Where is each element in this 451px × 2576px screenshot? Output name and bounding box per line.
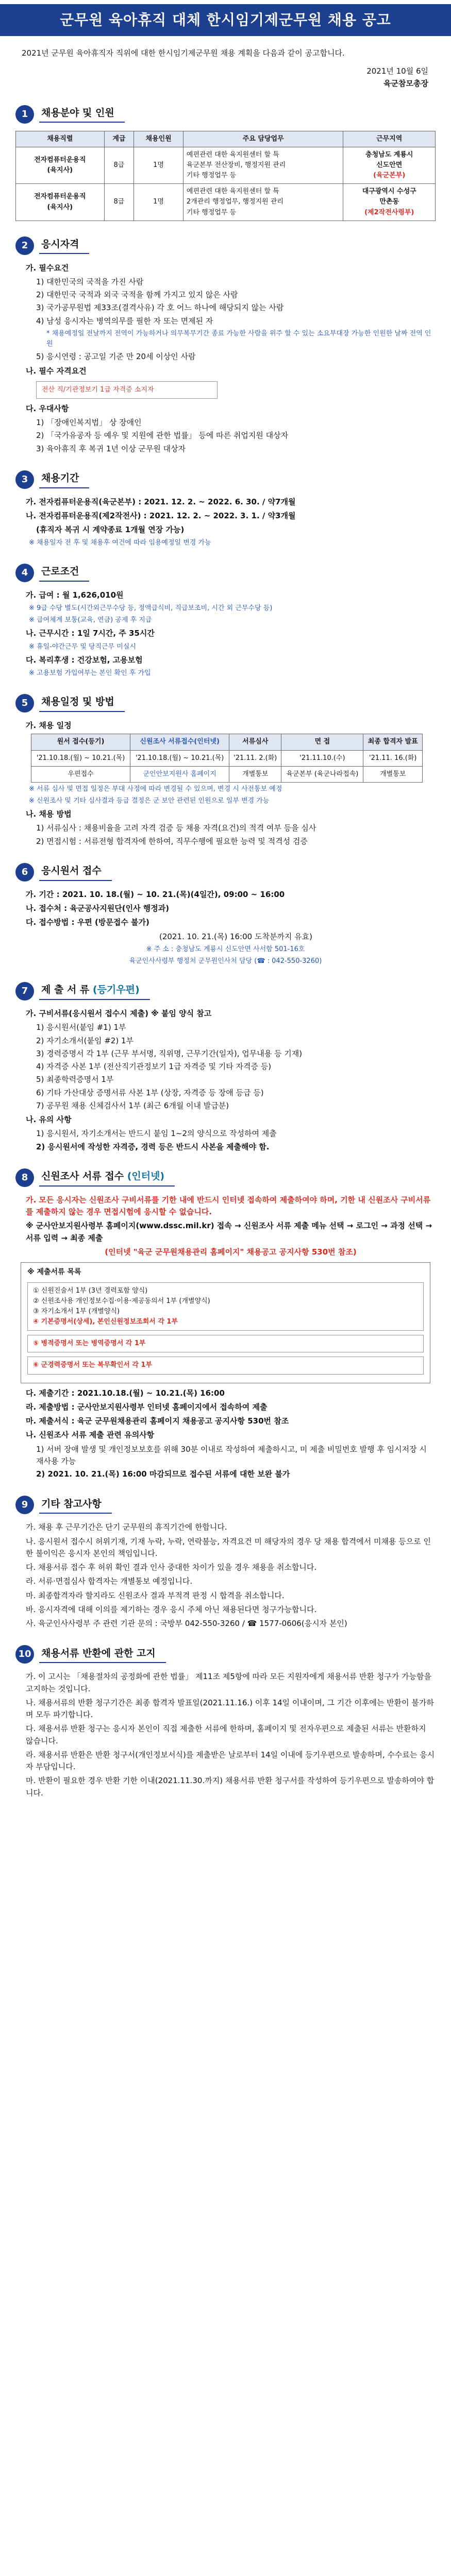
position-count: 1명 <box>134 147 183 183</box>
list-item: 1) 서류심사 : 채용비율을 고려 자격 검증 등 채용 자격(요건)의 적격 여부 등을 심사 <box>36 823 316 833</box>
table-cell: 개별통보 <box>229 766 281 782</box>
page-title: 군무원 육아휴직 대체 한시임기제군무원 채용 공고 <box>0 4 451 36</box>
list-item: 2) 응시원서에 작성한 자격증, 경력 등은 반드시 사본을 제출해야 함. <box>36 1142 270 1151</box>
section-title: 채용일정 및 방법 <box>39 694 125 711</box>
section-title: 신원조사 서류 접수 (인터넷) <box>39 1169 175 1186</box>
list-item: 6) 기타 가산대상 증명서류 사본 1부 (상장, 자격증 등 장애 등급 등) <box>36 1088 264 1097</box>
list-item: 다. 채용서류 접수 후 허위 확인 결과 인사 중대한 차이가 있을 경우 채용을 취소합니다. <box>26 1563 317 1572</box>
period-note: (휴직자 복귀 시 계약종료 1개월 연장 가능) <box>36 525 185 535</box>
condition-item: 다. 복리후생 : 건강보험, 고용보험 <box>26 655 143 665</box>
site-instruction: ※ 군사안보지원사령부 홈페이지(www.dssc.mil.kr) 접속 → 신원조사 서류 제출 메뉴 선택 → 로그인 → 과정 선택 → 서류 입력 → 최종 제출 <box>26 1221 432 1243</box>
list-item: 3) 육아휴직 후 복귀 1년 이상 군무원 대상자 <box>36 444 186 453</box>
table-cell: 개별통보 <box>363 766 423 782</box>
announcing-organization: 육군참모총장 <box>383 78 428 88</box>
address-note: ※ 주 소 : 충청남도 계룡시 신도안면 사서함 501-16호 <box>146 945 305 953</box>
list-item: 2) 면접시험 : 서류전형 합격자에 한하여, 직무수행에 필요한 능력 및 적격성 검증 <box>36 836 308 846</box>
list-item: 사. 육군인사사령부 주 관련 기관 문의 : 국방부 042-550-3260 / ☎ 1577-0606(응시자 본인) <box>26 1619 347 1629</box>
submission-item: 마. 제출서식 : 육군 군무원채용관리 홈페이지 채용공고 공지사항 530번 참조 <box>26 1416 289 1426</box>
period-item: 나. 전자컴퓨터운용직(제2작전사) : 2021. 12. 2. ~ 2022. 3. 1. / 약3개월 <box>26 511 296 521</box>
list-item: 1) 「장애인복지법」 상 장애인 <box>36 418 142 428</box>
subsection-title: 나. 채용 방법 <box>26 809 72 819</box>
list-item: 나. 응시원서 접수시 허위기재, 기재 누락, 누락, 연락불능, 자격요건 미 해당자의 경우 당 채용 합격에서 미채용 등으로 인한 불이익은 응시자 본인의 책임입니다. <box>26 1536 431 1558</box>
site-note: (인터넷 "육군 군무원채용관리 홈페이지" 채용공고 공지사항 530번 참조) <box>105 1247 357 1257</box>
table-row <box>16 184 436 221</box>
document-item: ⑥ 군경력증명서 또는 복무확인서 각 1부 <box>33 1361 153 1369</box>
period-item: 가. 전자컴퓨터운용직(육군본부) : 2021. 12. 2. ~ 2022. 6. 30. / 약7개월 <box>26 497 296 506</box>
table-header: 원서 접수(등기) <box>31 734 130 750</box>
section-header-8 <box>15 1168 436 1187</box>
condition-item: 나. 근무시간 : 1일 7시간, 주 35시간 <box>26 629 155 638</box>
section-number: 6 <box>15 863 34 882</box>
address-note: 육군인사사령부 행정처 군무원인사처 담당 (☎ : 042-550-3260) <box>129 957 322 965</box>
section-title: 채용서류 반환에 관한 고지 <box>39 1646 166 1663</box>
section-title: 채용분야 및 인원 <box>39 106 125 123</box>
position-duties: 예편관련 대한 육지원센터 할 특 육군본부 전산장비, 행정지원 관리 기타 행정업무 등 <box>183 147 343 183</box>
section-number: 7 <box>15 982 34 1001</box>
list-item: 2) 자기소개서(붙임 #2) 1부 <box>36 1036 133 1045</box>
note-text: ※ 신원조사 및 기타 심사결과 등급 결정은 군 보안 관련된 인원으로 일부 변경 가능 <box>29 796 270 805</box>
section-title: 근로조건 <box>39 564 89 581</box>
documents-inner-box <box>27 1282 424 1331</box>
list-item: 7) 공무원 채용 신체검사서 1부 (최근 6개월 이내 발급분) <box>36 1100 229 1110</box>
required-certificate-box: 전산 직/기관정보기 1급 자격증 소지자 <box>36 381 218 399</box>
subsection-title: 나. 유의 사항 <box>26 1115 72 1125</box>
application-item: 다. 접수방법 : 우편 (방문접수 불가) <box>26 918 149 927</box>
table-header: 주요 담당업무 <box>183 131 343 147</box>
list-item: 1) 응시원서, 자기소개서는 반드시 붙임 1~2의 양식으로 작성하여 제출 <box>36 1129 277 1139</box>
table-row <box>16 147 436 183</box>
section-header-10 <box>15 1645 436 1664</box>
position-series: 전자컴퓨터운용직 (육지사) <box>16 184 105 221</box>
submission-item: 다. 제출기간 : 2021.10.18.(월) ~ 10.21.(목) 16:00 <box>26 1388 225 1398</box>
note-text: ※ 서류 심사 및 면접 일정은 부대 사정에 따라 변경될 수 있으며, 변경 시 사전통보 예정 <box>29 785 282 793</box>
list-item: 가. 이 고시는 「채용절차의 공정화에 관한 법률」 제11조 제5항에 따라 모든 지원자에게 채용서류 반환 청구가 가능함을 고지하는 것입니다. <box>26 1672 431 1693</box>
list-item: 라. 채용서류 반환은 반환 청구서(개인정보서식)를 제출받은 날로부터 14일 이내에 등기우편으로 발송하며, 수수료는 응시자 부담입니다. <box>26 1750 435 1772</box>
list-item: 가. 채용 후 근무기간은 단기 군무원의 휴직기간에 한합니다. <box>26 1522 227 1532</box>
document-item: ④ 기본증명서(상세), 본인신원정보조회서 각 1부 <box>33 1318 178 1326</box>
list-item: 라. 서류·면접심사 합격자는 개별통보 예정입니다. <box>26 1577 193 1586</box>
position-location: 충청남도 계룡시 신도안면 (육군본부) <box>343 147 436 183</box>
table-header: 채용인원 <box>134 131 183 147</box>
table-header: 면 접 <box>281 734 363 750</box>
list-item: 1) 응시원서(붙임 #1) 1부 <box>36 1023 126 1032</box>
section-header-9 <box>15 1496 436 1514</box>
table-row <box>31 766 423 782</box>
table-cell: '21.10.18.(월) ~ 10.21.(목) <box>31 750 130 766</box>
note-text: ※ 고용보험 가입여부는 본인 확인 후 가입 <box>29 669 151 677</box>
section-number: 9 <box>15 1496 34 1514</box>
announcement-page <box>15 0 436 1817</box>
table-cell: '21.10.18.(월) ~ 10.21.(목) <box>130 750 229 766</box>
position-count: 1명 <box>134 184 183 221</box>
application-item: 가. 기간 : 2021. 10. 18.(월) ~ 10. 21.(목)(4일간), 09:00 ~ 16:00 <box>26 889 285 899</box>
section-header-5 <box>15 694 436 713</box>
list-item: 1) 서버 장애 발생 및 개인정보보호를 위해 30분 이내로 작성하여 제출하시고, 미 제출 비밀번호 발행 후 임시저장 시 재사용 가능 <box>36 1444 427 1466</box>
list-item: 2) 대한민국 국적과 외국 국적을 함께 가지고 있지 않은 사람 <box>36 290 238 300</box>
table-header: 근무지역 <box>343 131 436 147</box>
list-item: 4) 남성 응시자는 병역의무를 필한 자 또는 면제된 자 <box>36 316 213 326</box>
table-header: 최종 합격자 발표 <box>363 734 423 750</box>
section-title: 채용기간 <box>39 471 89 488</box>
subsection-title: 가. 구비서류(응시원서 접수시 제출) ※ 붙임 양식 참고 <box>26 1009 212 1019</box>
section-number: 4 <box>15 564 34 582</box>
table-cell: '21.11.10.(수) <box>281 750 363 766</box>
documents-box-title: ※ 제출서류 목록 <box>27 1268 81 1277</box>
list-item: 2) 「국가유공자 등 예우 및 지원에 관한 법률」 등에 따른 취업지원 대상자 <box>36 431 289 440</box>
position-grade: 8급 <box>104 147 134 183</box>
document-item: ⑤ 병적증명서 또는 병역증명서 각 1부 <box>33 1340 146 1348</box>
condition-item: 가. 급여 : 월 1,626,010원 <box>26 590 124 600</box>
table-header-row <box>16 131 436 147</box>
section-header-7 <box>15 982 436 1001</box>
paragraph-text: 가. 모든 응시자는 신원조사 구비서류를 기한 내에 반드시 인터넷 접속하여 제출하여야 하며, 기한 내 신원조사 구비서류를 제출하지 않는 경우 면접시험에 응시할 수 없습니다. <box>26 1195 431 1217</box>
subsection-title: 가. 필수요건 <box>26 263 69 273</box>
subsection-title: 나. 신원조사 서류 제출 관련 유의사항 <box>26 1430 155 1440</box>
application-deadline: (2021. 10. 21.(목) 16:00 도착분까지 유효) <box>159 931 313 941</box>
document-item: ③ 자기소개서 1부 (개별양식) <box>33 1308 120 1316</box>
list-item: 3) 경력증명서 각 1부 (근무 부서명, 직위명, 근무기간(일자), 업무내용 등 기재) <box>36 1048 303 1058</box>
section-header-3 <box>15 470 436 489</box>
section-number: 10 <box>15 1645 34 1664</box>
section-header-6 <box>15 863 436 882</box>
application-item: 나. 접수처 : 육군공사지원단(인사 행정과) <box>26 904 170 913</box>
note-text: ※ 급여체계 보통(교육, 연금) 공제 후 지급 <box>29 616 152 624</box>
section-header-4 <box>15 564 436 582</box>
position-duties: 예편관련 대한 육지원센터 할 특 2개관리 행정업무, 행정지원 관리 기타 행정업무 등 <box>183 184 343 221</box>
table-header: 채용직렬 <box>16 131 105 147</box>
section-title: 응시자격 <box>39 237 89 254</box>
document-item: ② 신원조사용 개인정보수집·이용·제공동의서 1부 (개별양식) <box>33 1297 210 1305</box>
table-cell: 군인안보지원사 홈페이지 <box>130 766 229 782</box>
list-item: 1) 대한민국의 국적을 가진 사람 <box>36 277 144 286</box>
schedule-table <box>31 734 423 782</box>
table-header-row <box>31 734 423 750</box>
table-cell: '21.11. 2.(화) <box>229 750 281 766</box>
table-cell: 육군본부 (육군나라접속) <box>281 766 363 782</box>
section-number: 5 <box>15 694 34 713</box>
intro-text: 2021년 군무원 육아휴직자 직위에 대한 한시임기제군무원 채용 계획을 다음과 같이 공고합니다. <box>22 48 345 58</box>
table-row <box>31 750 423 766</box>
list-item: 5) 최종학력증명서 1부 <box>36 1075 114 1084</box>
note-text: ※ 휴일-야간근무 및 당직근무 미실시 <box>29 642 136 651</box>
note-text: ※ 9급 수당 별도(시간외근무수당 등, 정액급식비, 직급보조비, 시간 외 근무수당 등) <box>29 604 273 613</box>
list-item: 마. 최종합격자라 할지라도 신원조사 결과 부적격 판정 시 합격을 취소합니다. <box>26 1590 285 1600</box>
position-series: 전자컴퓨터운용직 (육지사) <box>16 147 105 183</box>
list-item: 5) 응시연령 : 공고일 기준 만 20세 이상인 사람 <box>36 352 196 362</box>
subsection-title: 나. 필수 자격요건 <box>26 366 87 376</box>
table-cell: '21.11. 16.(화) <box>363 750 423 766</box>
positions-table <box>15 131 436 221</box>
submission-item: 라. 제출방법 : 군사안보지원사령부 인터넷 홈페이지에서 접속하여 제출 <box>26 1402 268 1412</box>
section-title: 응시원서 접수 <box>39 863 112 880</box>
note-text: ※ 채용일자 전 후 및 채용후 여건에 따라 임용예정일 변경 가능 <box>29 538 211 547</box>
list-item: 바. 응시자격에 대해 이의를 제기하는 경우 응시 주체 아닌 채용된다면 청구가능합니다. <box>26 1604 317 1614</box>
note-text: * 채용예정일 전날까지 전역이 가능하거나 의무복무기간 종료 가능한 사람을 위주 할 수 있는 소요부대장 가능한 인원한 날짜 전역 인원 <box>46 329 431 348</box>
subsection-title: 가. 채용 일정 <box>26 721 72 731</box>
list-item: 다. 채용서류 반환 청구는 응시자 본인이 직접 제출한 서류에 한하며, 홈페이지 및 전자우편으로 제출된 서류는 반환하지 않습니다. <box>26 1724 426 1745</box>
position-grade: 8급 <box>104 184 134 221</box>
documents-inner-box <box>27 1335 424 1352</box>
section-number: 2 <box>15 236 34 255</box>
table-header: 서류심사 <box>229 734 281 750</box>
documents-box <box>21 1262 430 1383</box>
section-header-2 <box>15 236 436 255</box>
list-item: 2) 2021. 10. 21.(목) 16:00 마감되므로 접수된 서류에 대한 보완 불가 <box>36 1469 290 1479</box>
position-location: 대구광역시 수성구 만촌동 (제2작전사령부) <box>343 184 436 221</box>
documents-inner-box <box>27 1357 424 1374</box>
table-header: 계급 <box>104 131 134 147</box>
subsection-title: 다. 우대사항 <box>26 403 69 413</box>
section-number: 8 <box>15 1168 34 1187</box>
list-item: 나. 채용서류의 반환 청구기간은 최종 합격자 발표일(2021.11.16.) 이후 14일 이내이며, 그 기간 이후에는 반환이 불가하며 모두 파기합니다. <box>26 1698 434 1720</box>
list-item: 4) 자격증 사본 1부 (전산직기관정보기 1급 자격증 및 기타 자격증 등) <box>36 1062 272 1072</box>
section-header-1 <box>15 105 436 124</box>
table-cell: 우편접수 <box>31 766 130 782</box>
list-item: 마. 반환이 필요한 경우 반환 기한 이내(2021.11.30.까지) 채용서류 반환 청구서를 작성하여 등기우편으로 발송하여야 합니다. <box>26 1776 435 1798</box>
list-item: 3) 국가공무원법 제33조(결격사유) 각 호 어느 하나에 해당되지 않는 사람 <box>36 303 284 313</box>
section-title: 기타 참고사항 <box>39 1497 112 1514</box>
section-number: 1 <box>15 105 34 124</box>
announcement-date: 2021년 10월 6일 <box>366 66 428 76</box>
section-title: 제 출 서 류 (등기우편) <box>39 982 150 999</box>
section-number: 3 <box>15 470 34 489</box>
document-item: ① 신원진술서 1부 (3년 경력포함 양식) <box>33 1286 148 1295</box>
table-header: 신원조사 서류접수(인터넷) <box>130 734 229 750</box>
